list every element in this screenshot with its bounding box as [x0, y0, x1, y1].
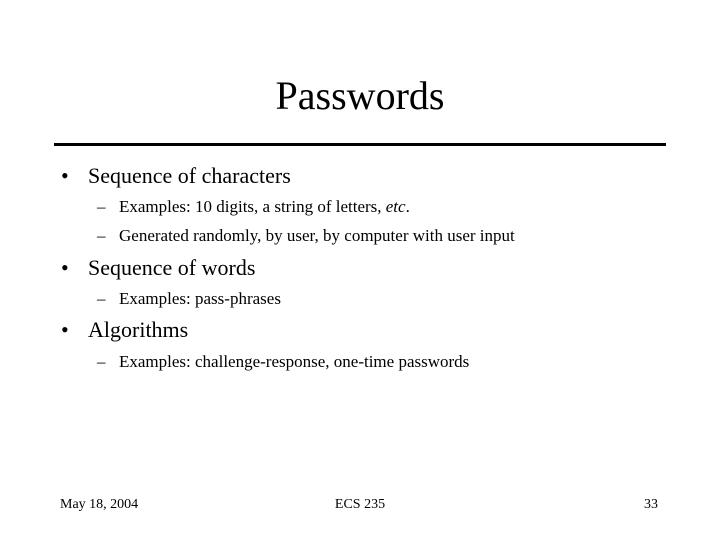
bullet-item [61, 316, 188, 344]
dash-icon: – [97, 197, 106, 216]
dash-icon: – [97, 352, 106, 371]
footer-date: May 18, 2004 [60, 497, 139, 512]
bullet-icon: • [61, 255, 69, 280]
footer-course: ECS 235 [334, 497, 386, 512]
sub-bullet-item [97, 196, 410, 218]
sub-bullet-text: Examples: pass-phrases [119, 289, 281, 308]
footer-page-number: 33 [644, 497, 658, 512]
sub-bullet-text: Examples: challenge-response, one-time passwords [119, 352, 470, 371]
sub-bullet-text-end: . [405, 197, 410, 216]
slide-title: Passwords [275, 73, 445, 118]
bullet-item [61, 254, 255, 282]
bullet-item [61, 162, 291, 190]
sub-bullet-item [97, 288, 281, 310]
dash-icon: – [97, 226, 106, 245]
dash-icon: – [97, 289, 106, 308]
bullet-text: Sequence of characters [88, 163, 291, 188]
sub-bullet-text: Generated randomly, by user, by computer with user input [119, 226, 515, 245]
sub-bullet-item [97, 225, 515, 247]
bullet-icon: • [61, 317, 69, 342]
bullet-text: Sequence of words [88, 255, 256, 280]
sub-bullet-item [97, 351, 469, 373]
bullet-text: Algorithms [88, 317, 189, 342]
sub-bullet-emphasis: etc [385, 197, 406, 216]
bullet-icon: • [61, 163, 69, 188]
sub-bullet-text: Examples: 10 digits, a string of letters, [119, 197, 386, 216]
